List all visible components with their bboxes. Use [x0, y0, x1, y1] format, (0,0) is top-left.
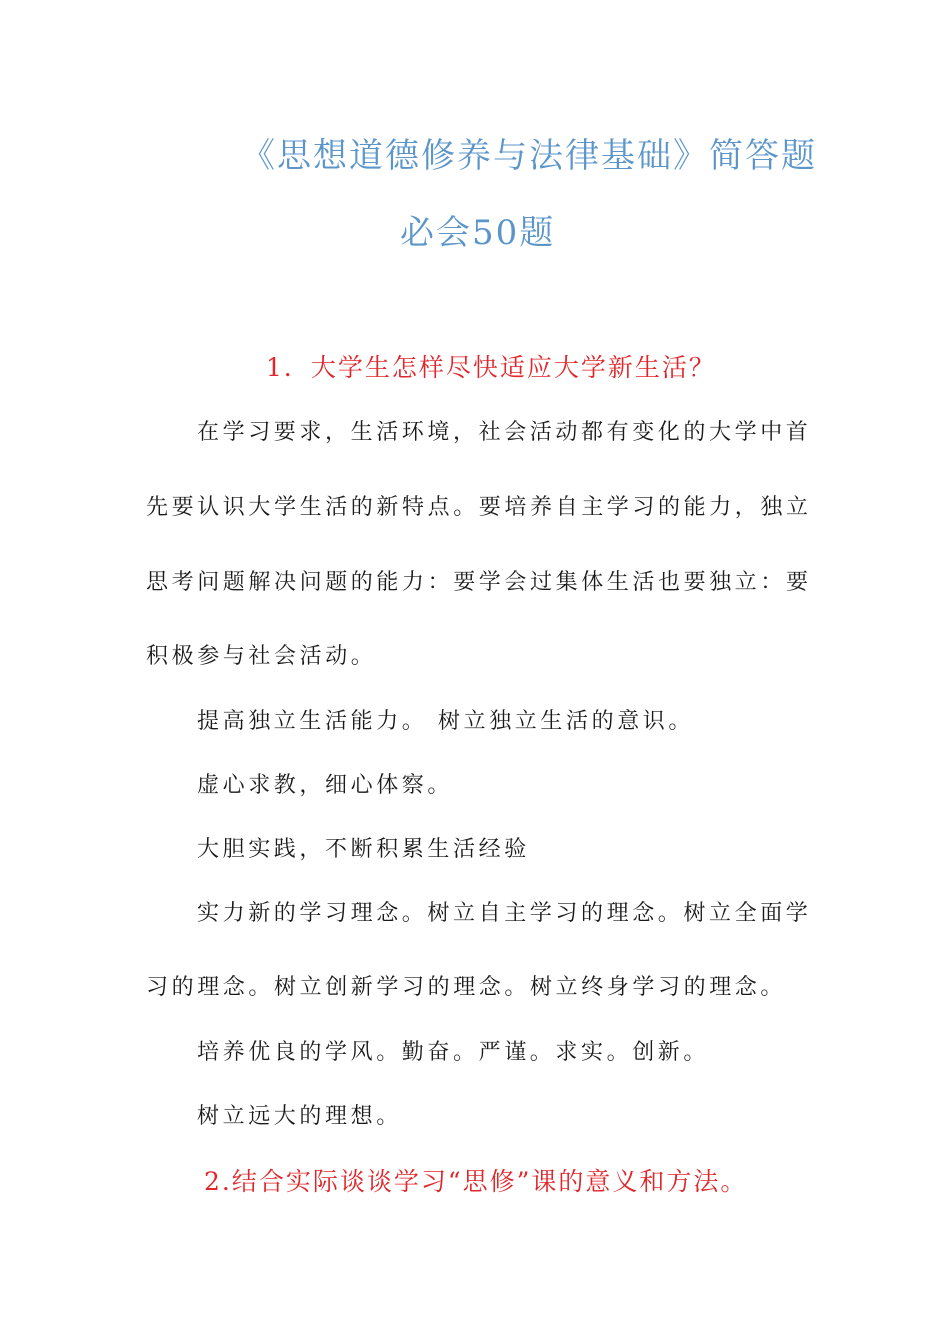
answer-1-line-7: 大胆实践，不断积累生活经验: [197, 837, 530, 862]
answer-1-line-6: 虚心求教，细心体察。: [197, 773, 454, 798]
answer-1-paragraph-1-line-2: 先要认识大学生活的新特点。要培养自主学习的能力，独立: [146, 495, 812, 520]
answer-1-paragraph-2-line-1: 实力新的学习理念。树立自主学习的理念。树立全面学: [197, 901, 812, 926]
question-1-heading: 1．大学生怎样尽快适应大学新生活？: [266, 353, 716, 382]
document-title-line-2: 必会50题: [400, 213, 556, 253]
answer-1-paragraph-1-line-1: 在学习要求，生活环境，社会活动都有变化的大学中首: [197, 420, 812, 445]
answer-1-paragraph-1-line-4: 积极参与社会活动。: [146, 644, 377, 669]
answer-1-paragraph-1-line-3: 思考问题解决问题的能力：要学会过集体生活也要独立：要: [146, 570, 812, 595]
answer-1-line-11: 树立远大的理想。: [197, 1104, 402, 1129]
answer-1-line-10: 培养优良的学风。勤奋。严谨。求实。创新。: [197, 1040, 710, 1065]
question-2-heading: 2.结合实际谈谈学习“思修”课的意义和方法。: [204, 1167, 748, 1196]
answer-1-paragraph-2-line-2: 习的理念。树立创新学习的理念。树立终身学习的理念。: [146, 975, 787, 1000]
answer-1-line-5: 提高独立生活能力。 树立独立生活的意识。: [197, 709, 694, 734]
document-title-line-1: 《思想道德修养与法律基础》简答题: [241, 136, 817, 176]
